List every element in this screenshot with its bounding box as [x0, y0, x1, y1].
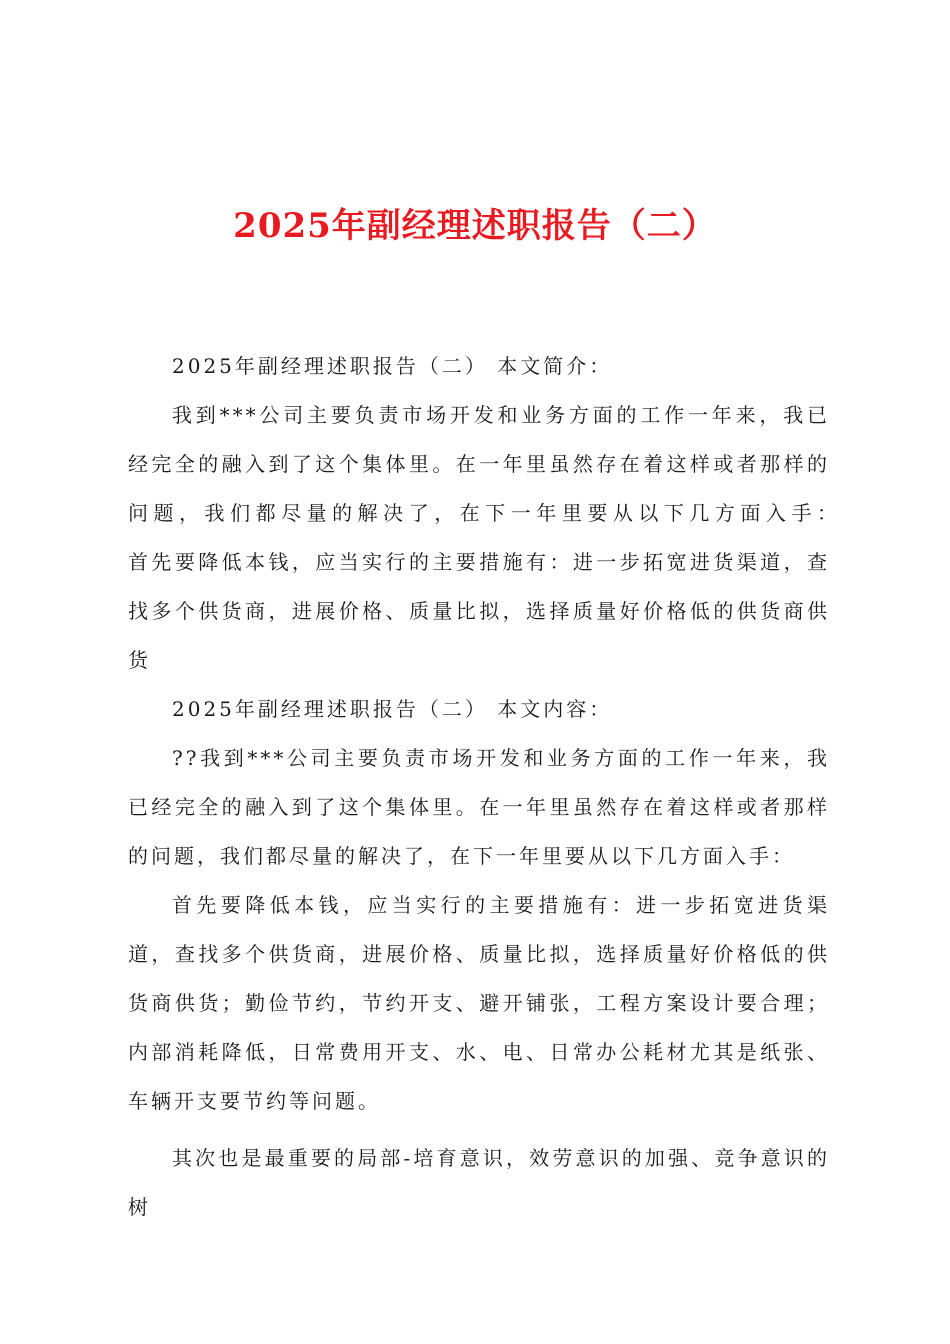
document-body — [128, 342, 876, 1232]
content-paragraph-1: ??我到***公司主要负责市场开发和业务方面的工作一年来，我已经完全的融入到了这个集体里。在一年里虽然存在着这样或者那样的问题，我们都尽量的解决了，在下一年里要从以下几方面入手： — [128, 746, 830, 868]
document-title: 2025年副经理述职报告（二） — [233, 206, 717, 246]
content-heading: 2025年副经理述职报告（二） 本文内容： — [172, 697, 613, 721]
intro-heading: 2025年副经理述职报告（二） 本文简介： — [172, 354, 613, 378]
content-paragraph-2: 首先要降低本钱，应当实行的主要措施有：进一步拓宽进货渠道，查找多个供货商，进展价格、质量比拟，选择质量好价格低的供货商供货；勤俭节约，节约开支、避开铺张，工程方案设计要合理；内部消耗降低，日常费用开支、水、电、日常办公耗材尤其是纸张、车辆开支要节约等问题。 — [128, 893, 830, 1113]
intro-paragraph: 我到***公司主要负责市场开发和业务方面的工作一年来，我已经完全的融入到了这个集体里。在一年里虽然存在着这样或者那样的问题，我们都尽量的解决了，在下一年里要从以下几方面入手： 首先要降低本钱，应当实行的主要措施有：进一步拓宽进货渠道，查找多个供货商，进展价格、质量比拟，选择质量好价格低的供货商供货 — [128, 403, 876, 672]
content-paragraph-3: 其次也是最重要的局部-培育意识，效劳意识的加强、竞争意识的树 — [128, 1146, 830, 1219]
